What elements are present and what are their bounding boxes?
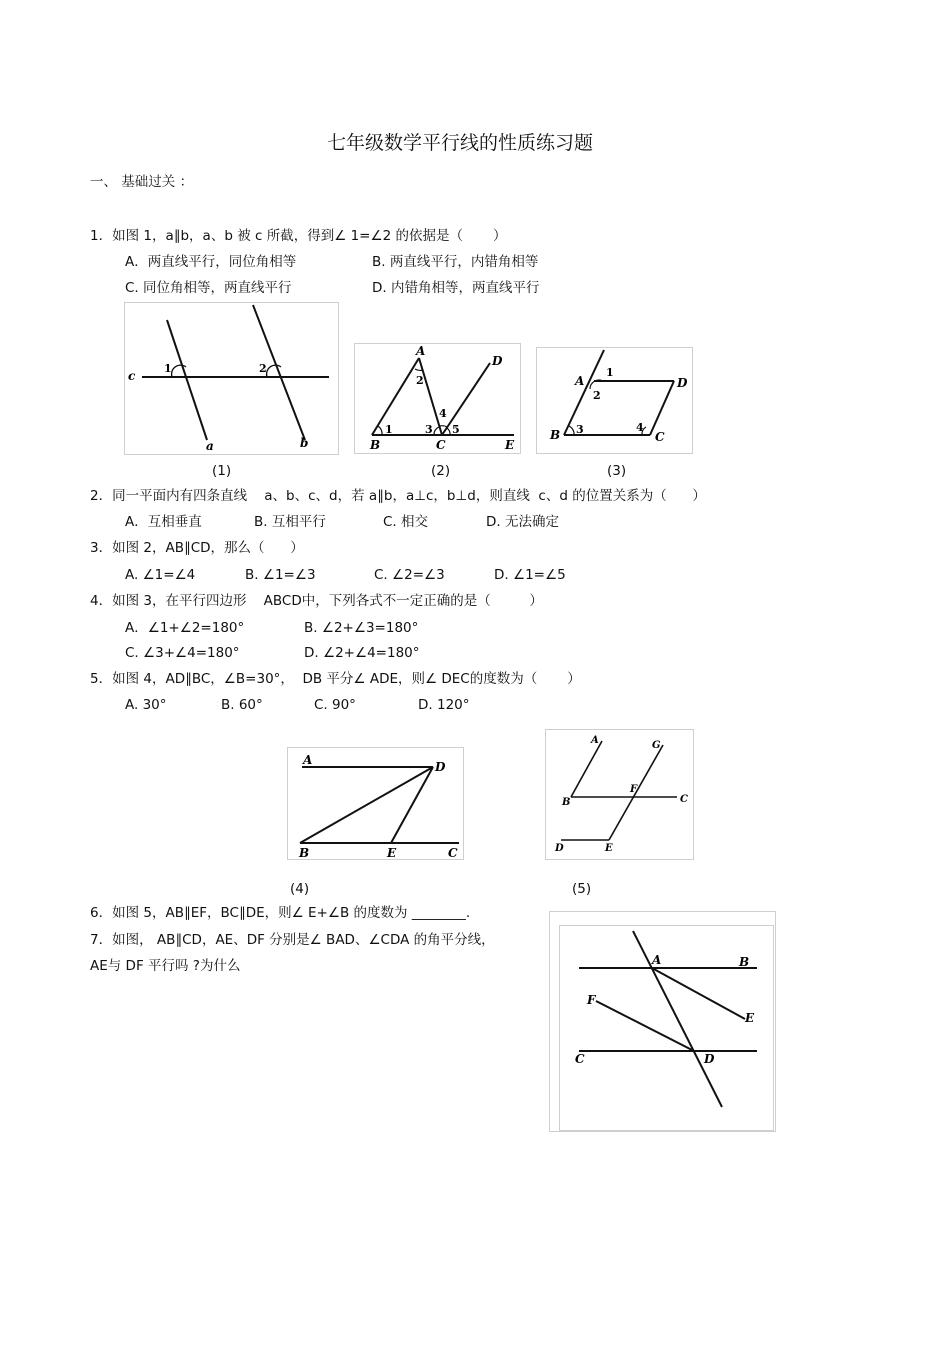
question-2-option-d: D. 无法确定 xyxy=(486,514,559,530)
fig5-label-F: F xyxy=(630,784,638,795)
question-1-stem: 1．如图 1，a∥b，a、b 被 c 所截，得到∠ 1=∠2 的依据是（ ） xyxy=(90,228,507,244)
fig7-label-E: E xyxy=(745,1011,755,1025)
fig3-label-C: C xyxy=(655,430,665,444)
figure-1 xyxy=(124,302,340,456)
question-1-option-b: B. 两直线平行，内错角相等 xyxy=(372,254,539,270)
question-5-option-a: A. 30° xyxy=(125,697,167,713)
question-5-option-d: D. 120° xyxy=(418,697,470,713)
fig1-label-b: b xyxy=(300,436,309,450)
fig1-label-a: a xyxy=(206,439,214,453)
fig3-label-B: B xyxy=(550,428,561,442)
figure-5-caption: (5) xyxy=(572,881,592,897)
question-5-option-c: C. 90° xyxy=(314,697,356,713)
fig7-label-A: A xyxy=(652,953,662,967)
fig3-label-4: 4 xyxy=(636,421,644,434)
figure-2-caption: (2) xyxy=(431,463,451,479)
section-heading: 一、 基础过关 ： xyxy=(90,174,194,190)
figure-4 xyxy=(287,747,465,861)
question-4-option-c: C. ∠3+∠4=180° xyxy=(125,645,240,661)
question-2-stem: 2．同一平面内有四条直线 a、b、c、d，若 a∥b，a⊥c，b⊥d，则直线 c、d 的位置关系为（ ） xyxy=(90,488,706,504)
fig7-label-C: C xyxy=(575,1052,585,1066)
fig5-label-A: A xyxy=(591,735,599,746)
question-3-option-c: C. ∠2=∠3 xyxy=(374,567,445,583)
fig4-label-E: E xyxy=(387,846,397,860)
question-1-option-c: C. 同位角相等，两直线平行 xyxy=(125,280,292,296)
question-4-option-d: D. ∠2+∠4=180° xyxy=(304,645,420,661)
question-7-line-1: 7．如图， AB∥CD，AE、DF 分别是∠ BAD、∠CDA 的角平分线， xyxy=(90,932,495,948)
question-1-option-d: D. 内错角相等，两直线平行 xyxy=(372,280,540,296)
fig5-label-B: B xyxy=(562,797,571,808)
fig2-label-A: A xyxy=(416,344,426,358)
fig1-label-c: c xyxy=(128,369,136,383)
figure-q7 xyxy=(549,911,777,1133)
fig2-label-E: E xyxy=(505,438,515,452)
question-7-line-2: AE与 DF 平行吗 ?为什么 xyxy=(90,958,241,974)
fig4-label-C: C xyxy=(448,846,458,860)
question-4-stem: 4．如图 3，在平行四边形 ABCD中，下列各式不一定正确的是（ ） xyxy=(90,593,543,609)
fig7-label-B: B xyxy=(739,955,750,969)
fig5-label-E: E xyxy=(605,843,613,854)
fig2-label-1: 1 xyxy=(385,423,393,436)
fig2-label-B: B xyxy=(370,438,381,452)
fig4-label-A: A xyxy=(303,753,313,767)
fig3-label-2: 2 xyxy=(593,389,601,402)
figure-4-caption: (4) xyxy=(290,881,310,897)
fig3-label-D: D xyxy=(677,376,688,390)
page-title: 七年级数学平行线的性质练习题 xyxy=(326,132,593,154)
fig5-label-C: C xyxy=(680,794,688,805)
question-3-option-a: A. ∠1=∠4 xyxy=(125,567,196,583)
question-3-stem: 3．如图 2，AB∥CD，那么（ ） xyxy=(90,540,304,556)
fig5-label-G: G xyxy=(652,740,661,751)
fig1-label-1: 1 xyxy=(164,362,172,375)
fig2-label-3: 3 xyxy=(425,423,433,436)
fig7-label-D: D xyxy=(704,1052,715,1066)
figure-3 xyxy=(536,347,694,455)
fig2-label-C: C xyxy=(436,438,446,452)
fig3-label-A: A xyxy=(575,374,585,388)
figure-5 xyxy=(545,729,695,861)
question-6-stem: 6．如图 5，AB∥EF，BC∥DE，则∠ E+∠B 的度数为 ________. xyxy=(90,905,471,921)
question-2-option-b: B. 互相平行 xyxy=(254,514,326,530)
question-4-option-a: A．∠1+∠2=180° xyxy=(125,620,245,636)
fig2-label-5: 5 xyxy=(452,423,460,436)
fig5-label-D: D xyxy=(555,843,564,854)
figure-3-caption: (3) xyxy=(607,463,627,479)
fig3-label-3: 3 xyxy=(576,423,584,436)
question-4-option-b: B. ∠2+∠3=180° xyxy=(304,620,419,636)
question-3-option-b: B. ∠1=∠3 xyxy=(245,567,316,583)
question-5-stem: 5．如图 4，AD∥BC，∠B=30°， DB 平分∠ ADE，则∠ DEC的度数为（ ） xyxy=(90,671,581,687)
question-1-option-a: A．两直线平行，同位角相等 xyxy=(125,254,297,270)
fig1-label-2: 2 xyxy=(259,362,267,375)
fig4-label-D: D xyxy=(435,760,446,774)
question-2-option-c: C. 相交 xyxy=(383,514,429,530)
fig3-label-1: 1 xyxy=(606,366,614,379)
fig7-label-F: F xyxy=(587,993,596,1007)
question-2-option-a: A．互相垂直 xyxy=(125,514,202,530)
figure-1-caption: (1) xyxy=(212,463,232,479)
fig2-label-4: 4 xyxy=(439,407,447,420)
question-5-option-b: B. 60° xyxy=(221,697,263,713)
figure-2 xyxy=(354,343,522,455)
fig2-label-D: D xyxy=(492,354,503,368)
question-3-option-d: D. ∠1=∠5 xyxy=(494,567,566,583)
fig2-label-2: 2 xyxy=(416,374,424,387)
fig4-label-B: B xyxy=(299,846,310,860)
